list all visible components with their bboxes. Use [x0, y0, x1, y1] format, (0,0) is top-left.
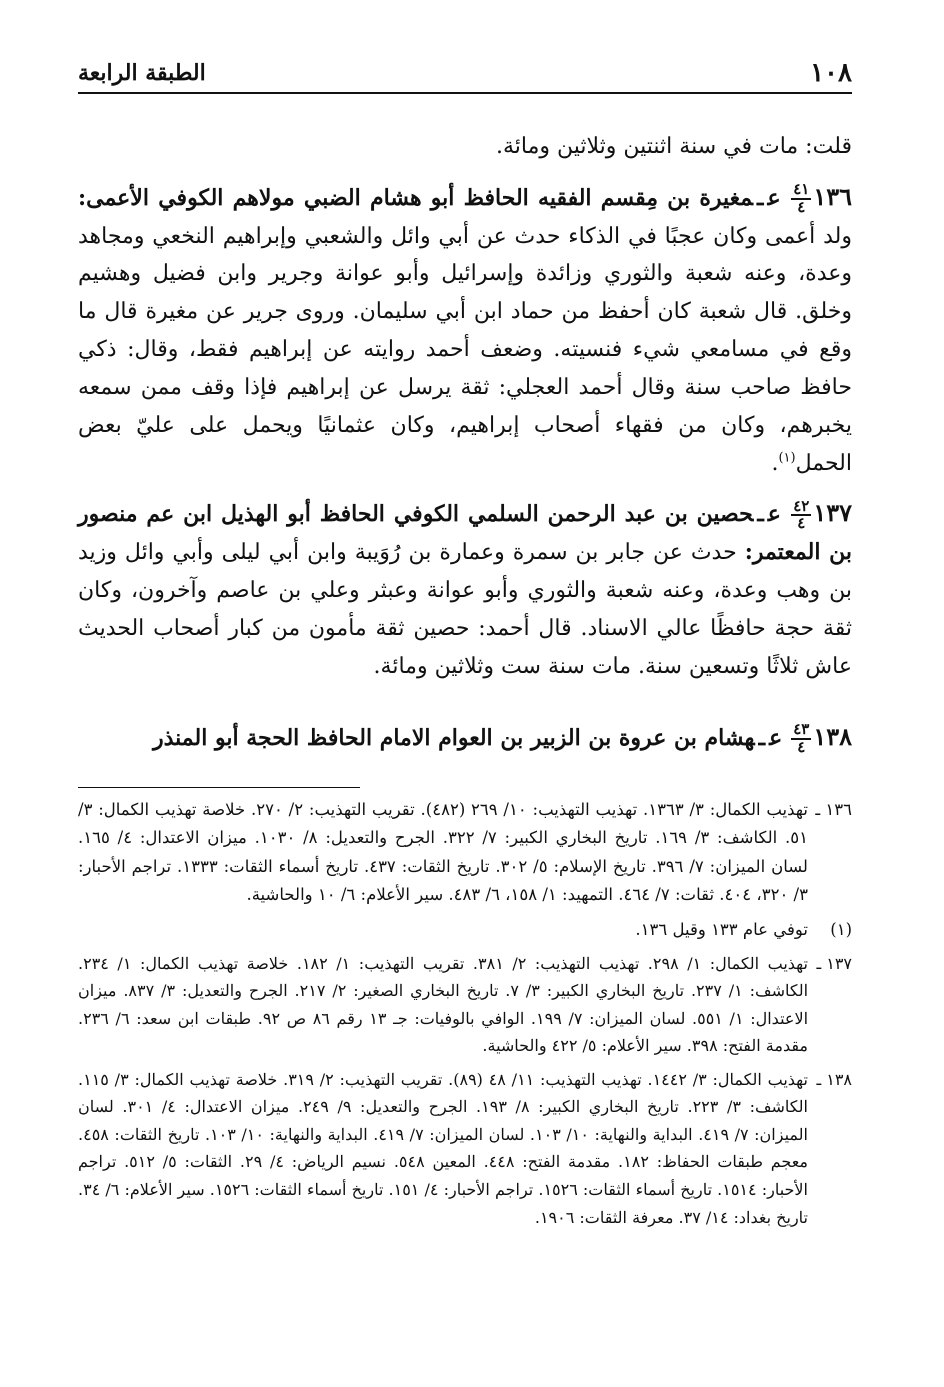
- header-rule: [78, 92, 852, 94]
- footnote-1: [78, 916, 852, 944]
- entry-title: مغيرة بن مِقسم الفقيه الحافظ أبو هشام الضبي مولاهم الكوفي الأعمى:: [78, 184, 754, 211]
- entry-138: [78, 716, 852, 758]
- entry-title: حصين بن عبد الرحمن السلمي الكوفي الحافظ أبو الهذيل ابن عم منصور بن المعتمر:: [78, 501, 852, 566]
- entry-number: ١٣٧: [813, 498, 852, 528]
- fraction-denominator: ٤: [797, 197, 806, 216]
- entry-body: ولد أعمى وكان عجبًا في الذكاء حدث عن أبي وائل والشعبي وإبراهيم النخعي ومجاهد وعدة، وعنه شعبة والثوري وزائدة وإسرائيل وأبو عوانة وجرير وابن فضيل وهشيم وخلق. قال شعبة كان أحفظ من حماد ابن أبي سليمان. وروى جرير عن مغيرة قال ما وقع في مسامعي شيء فنسيته. وضعف أحمد روايته عن إبراهيم فقط، وقال: ذكي حافظ صاحب سنة وقال أحمد العجلي: ثقة يرسل عن إبراهيم فإذا وقف ممن سمعه يخبرهم، وكان من فقهاء أصحاب إبراهيم، وكان عثمانيًا ويحمل على عليّ بعض الحمل: [78, 223, 852, 476]
- footnotes: [78, 796, 852, 1237]
- entry-136: [78, 176, 852, 483]
- fraction-numerator: ٤٣: [793, 719, 810, 738]
- footnote-ref: (١): [778, 450, 796, 466]
- entry-fraction: [791, 719, 811, 756]
- entry-fraction: [791, 182, 811, 216]
- page-header: [78, 58, 852, 94]
- footnote-number: ١٣٨ ـ: [816, 1069, 852, 1089]
- book-page: [78, 0, 852, 1387]
- footnote-number: ١٣٧ ـ: [816, 953, 852, 973]
- entry-title: هشام بن عروة بن الزبير بن العوام الامام الحافظ الحجة أبو المنذر: [153, 724, 755, 751]
- intro-paragraph: قلت: مات في سنة اثنتين وثلاثين ومائة.: [496, 134, 852, 159]
- running-title: الطبقة الرابعة: [78, 60, 206, 86]
- fraction-denominator: ٤: [797, 737, 806, 756]
- fraction-numerator: ٤١: [793, 180, 810, 199]
- entry-number: ١٣٦: [813, 181, 852, 211]
- footnote-rule: [78, 787, 360, 788]
- footnote-137: [78, 950, 852, 1060]
- fraction-numerator: ٤٢: [793, 496, 810, 515]
- entry-body: حدث عن جابر بن سمرة وعمارة بن رُوَيبة وابن أبي ليلى وأبي وائل وزيد بن وهب وعدة، وعنه شعبة والثوري وأبو عوانة وعبثر وعلي بن عاصم وآخرون، وكان ثقة حجة حافظًا عالي الاسناد. قال أحمد: حصين ثقة مأمون من كبار أصحاب الحديث عاش ثلاثًا وتسعين سنة. مات سنة ست وثلاثين ومائة.: [78, 540, 852, 679]
- footnote-text: تهذيب الكمال: ٣/ ١٣٦٣. تهذيب التهذيب: ١٠/ ٢٦٩ (٤٨٢). تقريب التهذيب: ٢/ ٢٧٠. خلاصة تهذيب الكمال: ٣/ ٥١. الكاشف: ٣/ ١٦٩. تاريخ البخاري الكبير: ٧/ ٣٢٢. الجرح والتعديل: ٨/ ١٠٣٠. ميزان الاعتدال: ٤/ ١٦٥. لسان الميزان: ٧/ ٣٩٦. تاريخ الإسلام: ٥/ ٣٠٢. تاريخ الثقات: ٤٣٧. تاريخ أسماء الثقات: ١٣٣٣. تراجم الأحبار: ٣/ ٣٢٠، ٤٠٤. ثقات: ٧/ ٤٦٤. التمهيد: ١/ ١٥٨، ٦/ ٤٨٣. سير الأعلام: ٦/ ١٠ والحاشية.: [78, 800, 809, 905]
- entry-code: ع: [767, 501, 781, 528]
- entry-end: .: [771, 450, 779, 476]
- footnote-138: [78, 1066, 852, 1231]
- entry-number: ١٣٨: [813, 721, 852, 751]
- footnote-text: تهذيب الكمال: ١/ ٢٩٨. تهذيب التهذيب: ٢/ ٣٨١. تقريب التهذيب: ١/ ١٨٢. خلاصة تهذيب الكمال: ١/ ٢٣٤. الكاشف: ١/ ٢٣٧. تاريخ البخاري الكبير: ٣/ ٧. تاريخ البخاري الصغير: ٢/ ٢١٧. الجرح والتعديل: ٣/ ٨٣٧. ميزان الاعتدال: ١/ ٥٥١. لسان الميزان: ٧/ ١٩٩. الوافي بالوفيات: جـ ١٣ رقم ٨٦ ص ٩٢. طبقات ابن سعد: ٦/ ٢٣٦. مقدمة الفتح: ٣٩٨. سير الأعلام: ٥/ ٤٢٢ والحاشية.: [78, 953, 809, 1056]
- entry-code: ع: [767, 184, 781, 211]
- entry-separator: ـ: [757, 501, 764, 528]
- entry-separator: ـ: [757, 184, 764, 211]
- entry-code: ع: [769, 724, 783, 751]
- footnote-136: [78, 796, 852, 910]
- footnote-number: (١): [830, 919, 852, 939]
- footnote-text: تهذيب الكمال: ٣/ ١٤٤٢. تهذيب التهذيب: ١١/ ٤٨ (٨٩). تقريب التهذيب: ٢/ ٣١٩. خلاصة تهذيب الكمال: ٣/ ١١٥. الكاشف: ٣/ ٢٢٣. تاريخ البخاري الكبير: ٨/ ١٩٣. الجرح والتعديل: ٩/ ٢٤٩. ميزان الاعتدال: ٤/ ٣٠١. لسان الميزان: ٧/ ٤١٩. البداية والنهاية: ١٠/ ١٠٣. لسان الميزان: ٧/ ٤١٩. البداية والنهاية: ١٠/ ١٠٣. تاريخ الثقات: ٤٥٨. معجم طبقات الحفاظ: ١٨٢. مقدمة الفتح: ٤٤٨. المعين ٥٤٨. نسيم الرياض: ٤/ ٢٩. الثقات: ٥/ ٥١٢. تراجم الأحبار: ١٥١٤. تاريخ أسماء الثقات: ١٥٢٦. تراجم الأحبار: ٤/ ١٥١. تاريخ أسماء الثقات: ١٥٢٦. سير الأعلام: ٦/ ٣٤. تاريخ بغداد: ١٤/ ٣٧. معرفة الثقات: ١٩٠٦.: [78, 1069, 808, 1227]
- main-text: [78, 128, 852, 757]
- entry-separator: ـ: [758, 724, 766, 751]
- footnote-text: توفي عام ١٣٣ وقيل ١٣٦.: [635, 919, 808, 939]
- entry-fraction: [791, 496, 811, 533]
- footnote-number: ١٣٦ ـ: [815, 800, 852, 819]
- fraction-denominator: ٤: [797, 514, 806, 533]
- page-number: ١٠٨: [810, 58, 852, 88]
- entry-137: [78, 492, 852, 685]
